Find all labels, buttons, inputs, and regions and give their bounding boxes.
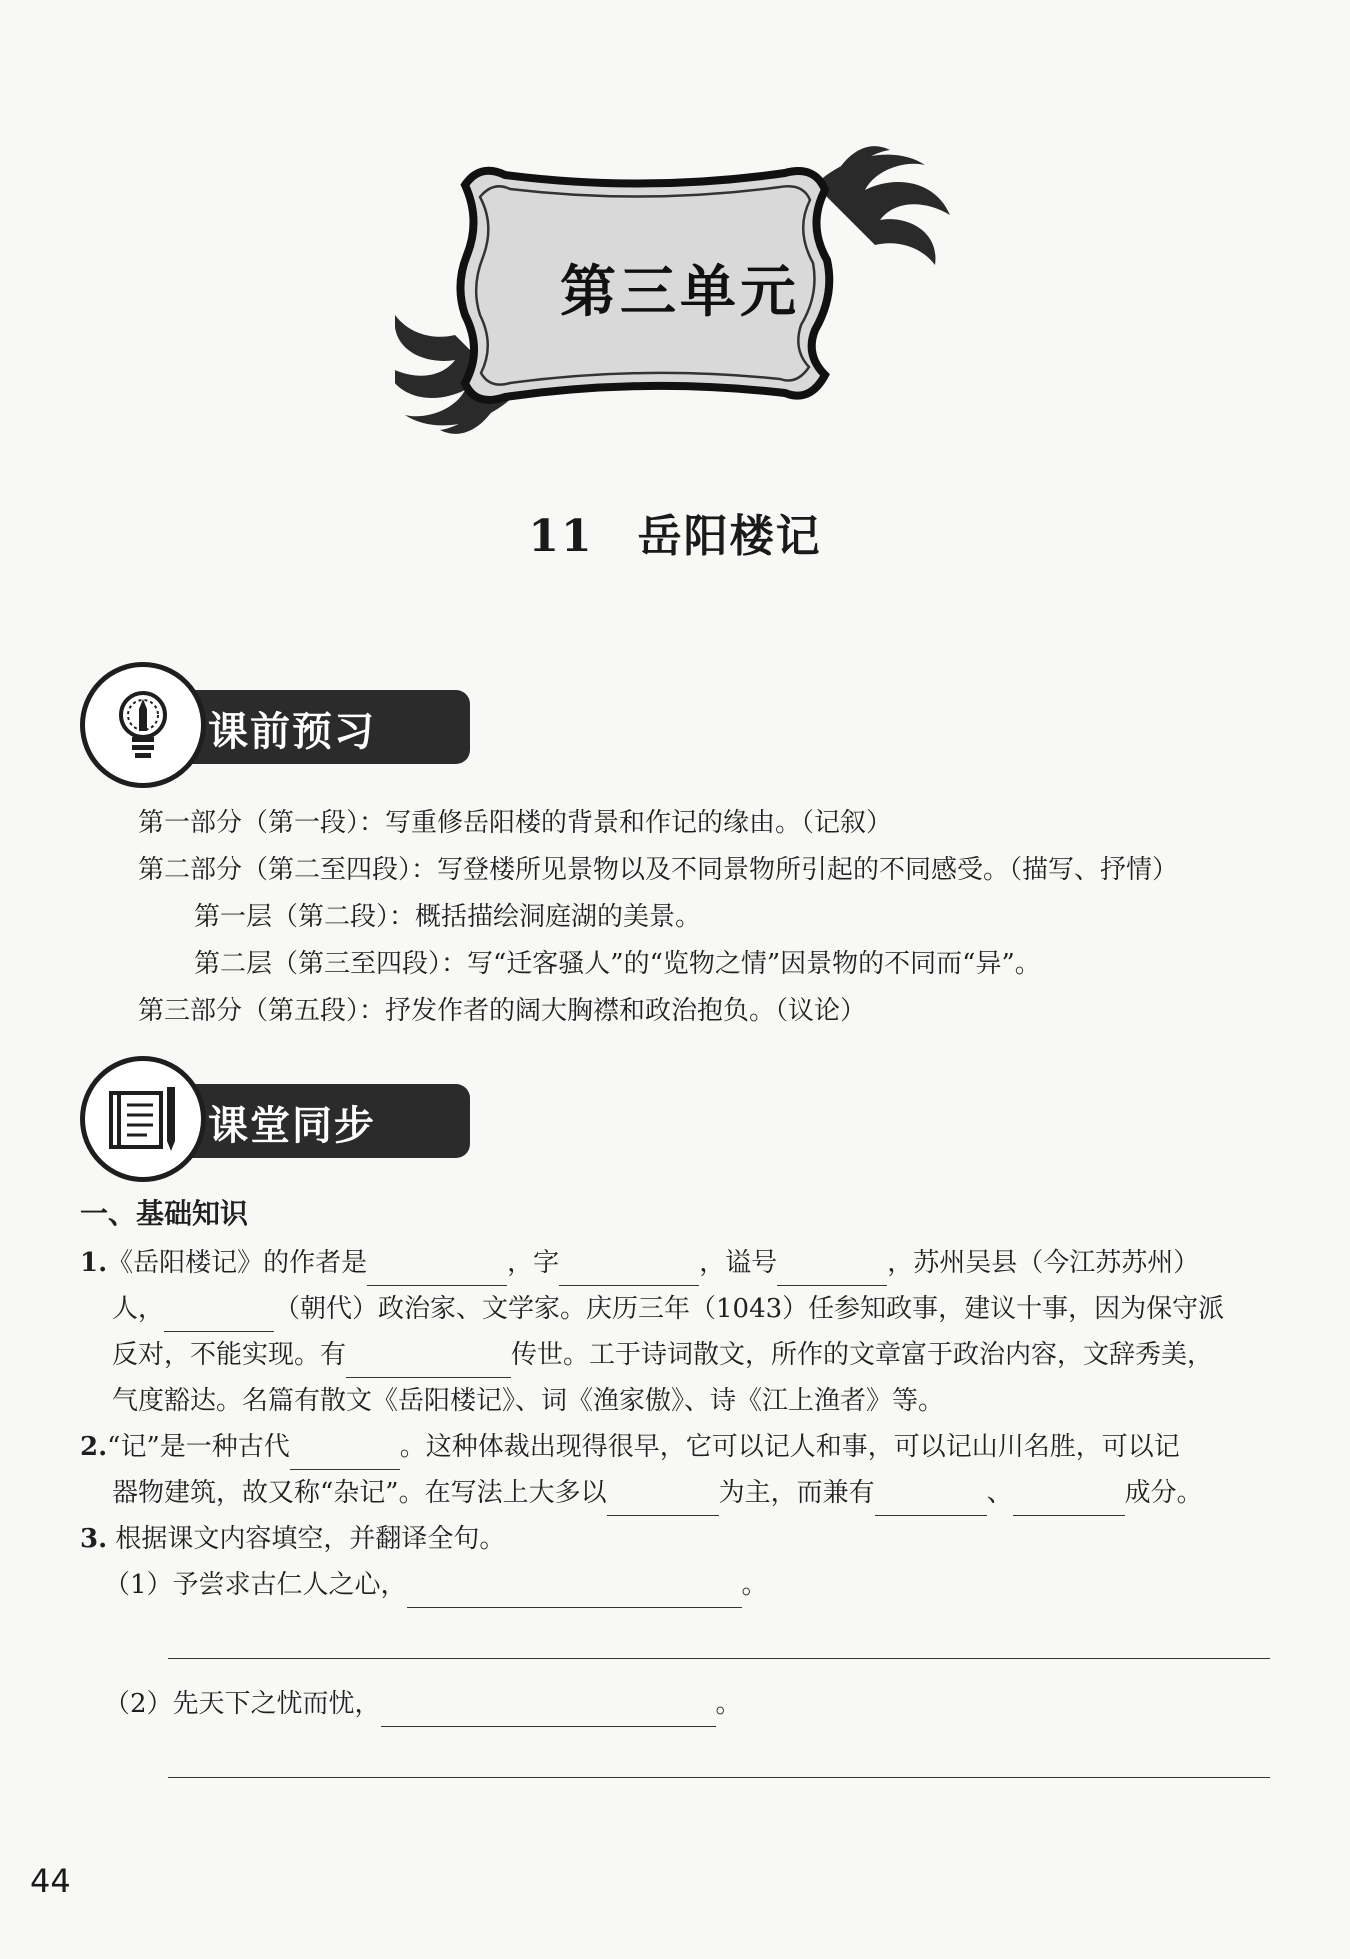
question-text: （2）先天下之忧而忧， bbox=[104, 1689, 381, 1719]
question-text: 人， bbox=[112, 1294, 165, 1324]
preview-badge-label: 课前预习 bbox=[208, 709, 376, 755]
blank-sentence-1[interactable] bbox=[407, 1577, 742, 1608]
translation-line-2[interactable] bbox=[168, 1727, 1270, 1778]
subquestion-1 bbox=[80, 1562, 1280, 1608]
sync-badge-label: 课堂同步 bbox=[208, 1103, 376, 1149]
section-heading: 一、基础知识 bbox=[80, 1197, 249, 1230]
blank-posthumous-name[interactable] bbox=[777, 1255, 887, 1286]
question-text: 器物建筑，故又称“杂记”。在写法上大多以 bbox=[112, 1478, 607, 1508]
blank-method-a[interactable] bbox=[875, 1485, 987, 1516]
blank-author[interactable] bbox=[367, 1255, 507, 1286]
outline-line: 第一层（第二段）：概括描绘洞庭湖的美景。 bbox=[194, 902, 702, 932]
question-text: 。 bbox=[715, 1689, 742, 1719]
lesson-name: 岳阳楼记 bbox=[637, 511, 822, 562]
page-number: 44 bbox=[30, 1862, 71, 1900]
lesson-number: 11 bbox=[528, 511, 594, 562]
badge-circle bbox=[80, 662, 206, 788]
question-2 bbox=[80, 1424, 1280, 1516]
question-3 bbox=[80, 1516, 1280, 1562]
question-text: ，苏州吴县（今江苏苏州） bbox=[887, 1248, 1200, 1278]
question-text: 反对，不能实现。有 bbox=[112, 1340, 347, 1370]
question-number: 2. bbox=[80, 1432, 108, 1462]
preview-outline bbox=[138, 800, 1178, 1035]
sync-section-badge bbox=[80, 1056, 400, 1182]
exercises bbox=[80, 1192, 1280, 1778]
question-text: 《岳阳楼记》的作者是 bbox=[107, 1248, 368, 1278]
question-text: 根据课文内容填空，并翻译全句。 bbox=[115, 1524, 506, 1554]
subquestion-2 bbox=[80, 1681, 1280, 1727]
question-text: “记”是一种古代 bbox=[107, 1432, 290, 1462]
blank-sentence-2[interactable] bbox=[381, 1696, 716, 1727]
outline-line: 第三部分（第五段）：抒发作者的阔大胸襟和政治抱负。（议论） bbox=[138, 996, 867, 1026]
preview-section-badge bbox=[80, 662, 400, 788]
blank-courtesy-name[interactable] bbox=[559, 1255, 699, 1286]
blank-main-method[interactable] bbox=[607, 1485, 719, 1516]
outline-line: 第一部分（第一段）：写重修岳阳楼的背景和作记的缘由。（记叙） bbox=[138, 808, 893, 838]
blank-method-b[interactable] bbox=[1013, 1485, 1125, 1516]
blank-dynasty[interactable] bbox=[164, 1301, 274, 1332]
outline-line: 第二层（第三至四段）：写“迁客骚人”的“览物之情”因景物的不同而“异”。 bbox=[194, 949, 1041, 979]
lightbulb-pencil-icon bbox=[103, 685, 183, 765]
blank-genre[interactable] bbox=[290, 1439, 400, 1470]
question-1 bbox=[80, 1240, 1280, 1424]
unit-title: 第三单元 bbox=[560, 260, 800, 325]
question-text: （1）予尝求古仁人之心， bbox=[104, 1570, 407, 1600]
question-text: 成分。 bbox=[1124, 1478, 1203, 1508]
question-text: 为主，而兼有 bbox=[718, 1478, 875, 1508]
translation-line-1[interactable] bbox=[168, 1608, 1270, 1659]
badge-circle bbox=[80, 1056, 206, 1182]
question-text: ，字 bbox=[507, 1248, 560, 1278]
notebook-pencil-icon bbox=[103, 1079, 183, 1159]
question-number: 3. bbox=[80, 1524, 108, 1554]
outline-line: 第二部分（第二至四段）：写登楼所见景物以及不同景物所引起的不同感受。（描写、抒情） bbox=[138, 855, 1179, 885]
blank-works[interactable] bbox=[346, 1347, 511, 1378]
question-text: （朝代）政治家、文学家。庆历三年（1043）任参知政事，建议十事，因为保守派 bbox=[274, 1294, 1225, 1324]
question-text: 气度豁达。名篇有散文《岳阳楼记》、词《渔家傲》、诗《江上渔者》等。 bbox=[112, 1386, 945, 1416]
question-text: 。 bbox=[741, 1570, 768, 1600]
question-number: 1. bbox=[80, 1248, 108, 1278]
question-text: 传世。工于诗词散文，所作的文章富于政治内容，文辞秀美， bbox=[511, 1340, 1214, 1370]
question-text: ，谥号 bbox=[699, 1248, 778, 1278]
question-text: 、 bbox=[986, 1478, 1013, 1508]
question-text: 。这种体裁出现得很早，它可以记人和事，可以记山川名胜，可以记 bbox=[399, 1432, 1180, 1462]
lesson-title bbox=[0, 500, 1350, 564]
